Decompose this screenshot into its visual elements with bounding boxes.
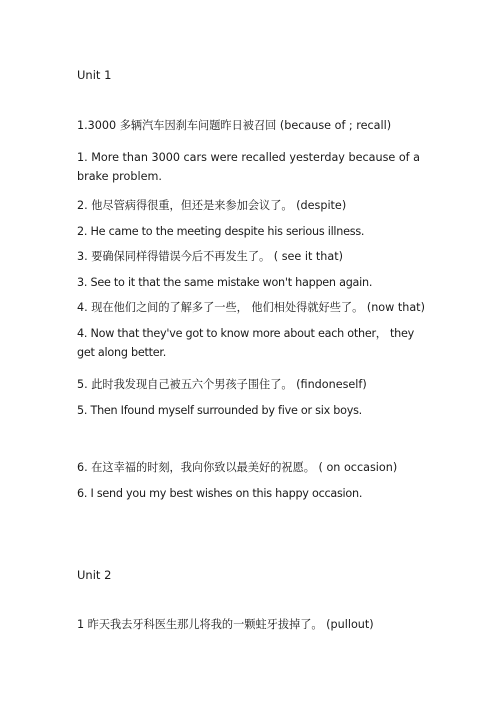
unit-1-heading: Unit 1	[77, 68, 112, 82]
unit-2-question-1: 1 昨天我去牙科医生那儿将我的一颗蛀牙拔掉了。 (pullout)	[77, 618, 374, 631]
unit-1-question-5: 5. 此时我发现自己被五六个男孩子围住了。 (findoneself)	[77, 378, 367, 391]
unit-2-heading: Unit 2	[77, 568, 112, 582]
unit-1-question-4: 4. 现在他们之间的了解多了一些， 他们相处得就好些了。 (now that)	[77, 301, 425, 314]
unit-1-answer-5: 5. Then Ifound myself surrounded by five or six boys.	[77, 404, 362, 417]
unit-1-question-3: 3. 要确保同样得错误今后不再发生了。 ( see it that)	[77, 250, 343, 263]
unit-1-answer-6: 6. I send you my best wishes on this happy occasion.	[77, 487, 363, 500]
unit-1-answer-4: 4. Now that they've got to know more about each other， they get along better.	[77, 327, 415, 359]
unit-1-question-1: 1.3000 多辆汽车因刹车问题昨日被召回 (because of ; recall)	[77, 119, 392, 132]
unit-1-question-6: 6. 在这幸福的时刻，我向你致以最美好的祝愿。 ( on occasion)	[77, 461, 398, 474]
unit-1-answer-1: 1. More than 3000 cars were recalled yesterday because of a brake problem.	[77, 151, 421, 183]
unit-1-question-2: 2. 他尽管病得很重，但还是来参加会议了。 (despite)	[77, 199, 347, 212]
unit-1-answer-2: 2. He came to the meeting despite his serious illness.	[77, 225, 365, 238]
unit-1-answer-3: 3. See to it that the same mistake won't happen again.	[77, 276, 373, 289]
